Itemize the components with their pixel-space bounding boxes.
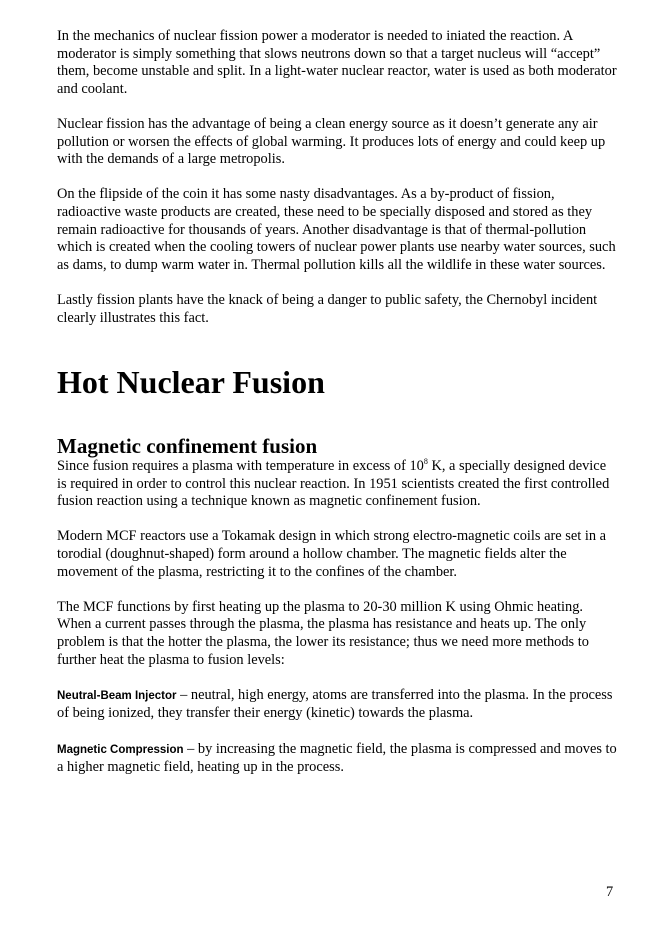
method-description: – neutral, high energy, atoms are transferred into the plasma. In the process of being ionized, they transfer their energy (kinetic) towards the plasma.	[57, 686, 613, 722]
paragraph-mcf-intro	[57, 458, 617, 511]
method-term: Magnetic Compression	[57, 743, 184, 756]
method-term: Neutral-Beam Injector	[57, 689, 177, 702]
method-neutral-beam	[57, 687, 617, 723]
paragraph-tokamak: Modern MCF reactors use a Tokamak design in which strong electro-magnetic coils are set in a torodial (doughnut-shaped) form around a hollow chamber. The magnetic fields alter the movement of the plasma, restricting it to the confines of the chamber.	[57, 528, 607, 580]
temperature-exponent: 8	[423, 457, 428, 467]
mcf-intro-text: Since fusion requires a plasma with temperature in excess of 10	[57, 458, 424, 475]
method-magnetic-compression	[57, 741, 617, 777]
section-subheading: Magnetic confinement fusion	[57, 434, 318, 459]
paragraph-fission-advantages: Nuclear fission has the advantage of being a clean energy source as it doesn’t generate any air pollution or worsen the effects of global warming. It produces lots of energy and could keep up with the demands of a large metropolis.	[57, 115, 606, 168]
paragraph-ohmic-heating: The MCF functions by first heating up the plasma to 20-30 million K using Ohmic heating. When a current passes through the plasma, the plasma has resistance and heats up. The only problem is that the hotter the plasma, the lower its resistance; thus we need more methods to further heat the plasma to fusion levels:	[57, 598, 589, 668]
paragraph-fission-disadvantages: On the flipside of the coin it has some nasty disadvantages. As a by-product of fission, radioactive waste products are created, these need to be specially disposed and stored as they remain radioactive for thousands of years. Another disadvantage is that of thermal-pollution which is created when the cooling towers of nuclear power plants use nearby water sources, such as dams, to dump warm water in. Thermal pollution kills all the wildlife in these water sources.	[57, 186, 616, 273]
document-page	[57, 28, 617, 794]
page-number: 7	[606, 884, 614, 900]
paragraph-public-safety: Lastly fission plants have the knack of being a danger to public safety, the Chernobyl incident clearly illustrates this fact.	[57, 291, 598, 326]
section-heading: Hot Nuclear Fusion	[57, 364, 325, 401]
mcf-intro-text-continued: K, a specially designed device is required in order to control this nuclear reaction. In 1951 scientists created the first controlled fusion reaction using a technique known as magnetic confinement fusion.	[57, 458, 610, 510]
method-description: – by increasing the magnetic field, the plasma is compressed and moves to a higher magnetic field, heating up in the process.	[57, 740, 617, 776]
paragraph-moderator: In the mechanics of nuclear fission power a moderator is needed to iniated the reaction. A moderator is simply something that slows neutrons down so that a target nucleus will “accept” them, become unstable and split. In a light-water nuclear reactor, water is used as both moderator and coolant.	[57, 28, 617, 97]
